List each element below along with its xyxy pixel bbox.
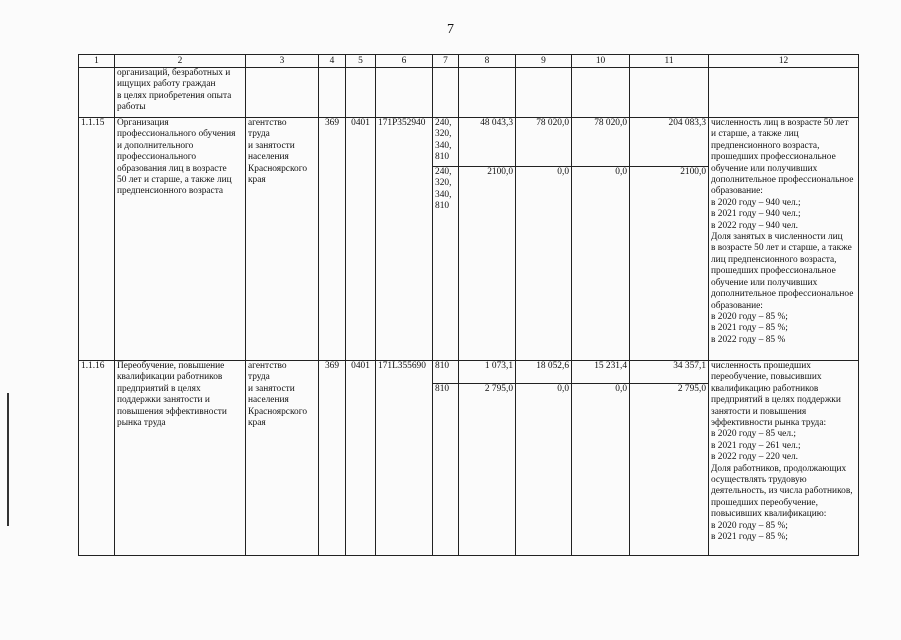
row-number: 1.1.16 bbox=[79, 361, 115, 556]
row-number: 1.1.15 bbox=[79, 118, 115, 361]
table-row bbox=[79, 118, 859, 167]
column-header: 7 bbox=[433, 55, 459, 68]
table-row bbox=[79, 361, 859, 384]
page-number: 7 bbox=[447, 22, 454, 37]
column-header: 3 bbox=[246, 55, 319, 68]
csr-code: 171P352940 bbox=[376, 118, 433, 361]
amount-total: 2100,0 bbox=[630, 167, 709, 361]
activity-name: Переобучение, повышение квалификации работников предприятий в целях поддержки занятости и повышения эффективности рынка труда bbox=[115, 361, 246, 556]
column-header: 6 bbox=[376, 55, 433, 68]
column-header: 10 bbox=[572, 55, 630, 68]
amount-2020: 48 043,3 bbox=[459, 118, 516, 167]
grbs-code: 369 bbox=[319, 361, 346, 556]
amount-total: 204 083,3 bbox=[630, 118, 709, 167]
expected-result: численность лиц в возрасте 50 лет и старше, а также лиц предпенсионного возраста, прошедших профессиональное обучение или получивших дополнительное профессиональное образование: в 2020 году – 940 чел.; в 2021 году – 940 чел.; в 2022 году – 940 чел. Доля занятых в численности лиц в возрасте 50 лет и старше, а также лиц предпенсионного возраста, прошедших профессиональное обучение или получивших дополнительное профессиональное образование: в 2020 году – 85 %; в 2021 году – 85 %; в 2022 году – 85 % bbox=[709, 118, 859, 361]
executor: агентство труда и занятости населения Красноярского края bbox=[246, 361, 319, 556]
column-header: 12 bbox=[709, 55, 859, 68]
vr-code: 810 bbox=[433, 384, 459, 556]
amount-2021: 18 052,6 bbox=[516, 361, 572, 384]
continuation-row bbox=[79, 68, 859, 118]
column-header: 9 bbox=[516, 55, 572, 68]
column-header: 2 bbox=[115, 55, 246, 68]
column-header: 11 bbox=[630, 55, 709, 68]
amount-total: 2 795,0 bbox=[630, 384, 709, 556]
rzpr-code: 0401 bbox=[346, 118, 376, 361]
activity-name: организаций, безработных и ищущих работу граждан в целях приобретения опыта работы bbox=[115, 68, 246, 118]
column-header: 4 bbox=[319, 55, 346, 68]
activity-name: Организация профессионального обучения и дополнительного профессионального образования лиц в возрасте 50 лет и старше, а также лиц предпенсионного возраста bbox=[115, 118, 246, 361]
rzpr-code: 0401 bbox=[346, 361, 376, 556]
amount-2022: 78 020,0 bbox=[572, 118, 630, 167]
amount-2022: 15 231,4 bbox=[572, 361, 630, 384]
amount-total: 34 357,1 bbox=[630, 361, 709, 384]
amount-2020: 1 073,1 bbox=[459, 361, 516, 384]
header-row bbox=[79, 55, 859, 68]
amount-2022: 0,0 bbox=[572, 167, 630, 361]
vr-code: 240, 320, 340, 810 bbox=[433, 118, 459, 167]
program-table bbox=[78, 54, 859, 556]
grbs-code: 369 bbox=[319, 118, 346, 361]
vr-code: 810 bbox=[433, 361, 459, 384]
amount-2021: 0,0 bbox=[516, 167, 572, 361]
expected-result: численность прошедших переобучение, повысивших квалификацию работников предприятий в целях поддержки занятости и повышения эффективности рынка труда: в 2020 году – 85 чел.; в 2021 году – 261 чел.; в 2022 году – 220 чел. Доля работников, продолжающих осуществлять трудовую деятельность, из числа работников, прошедших переобучение, повысивших квалификацию: в 2020 году – 85 %; в 2021 году – 85 %; bbox=[709, 361, 859, 556]
amount-2020: 2 795,0 bbox=[459, 384, 516, 556]
amount-2021: 78 020,0 bbox=[516, 118, 572, 167]
vr-code: 240, 320, 340, 810 bbox=[433, 167, 459, 361]
amount-2022: 0,0 bbox=[572, 384, 630, 556]
executor: агентство труда и занятости населения Красноярского края bbox=[246, 118, 319, 361]
column-header: 1 bbox=[79, 55, 115, 68]
column-header: 8 bbox=[459, 55, 516, 68]
csr-code: 171L355690 bbox=[376, 361, 433, 556]
amount-2020: 2100,0 bbox=[459, 167, 516, 361]
margin-mark bbox=[7, 393, 9, 526]
amount-2021: 0,0 bbox=[516, 384, 572, 556]
column-header: 5 bbox=[346, 55, 376, 68]
